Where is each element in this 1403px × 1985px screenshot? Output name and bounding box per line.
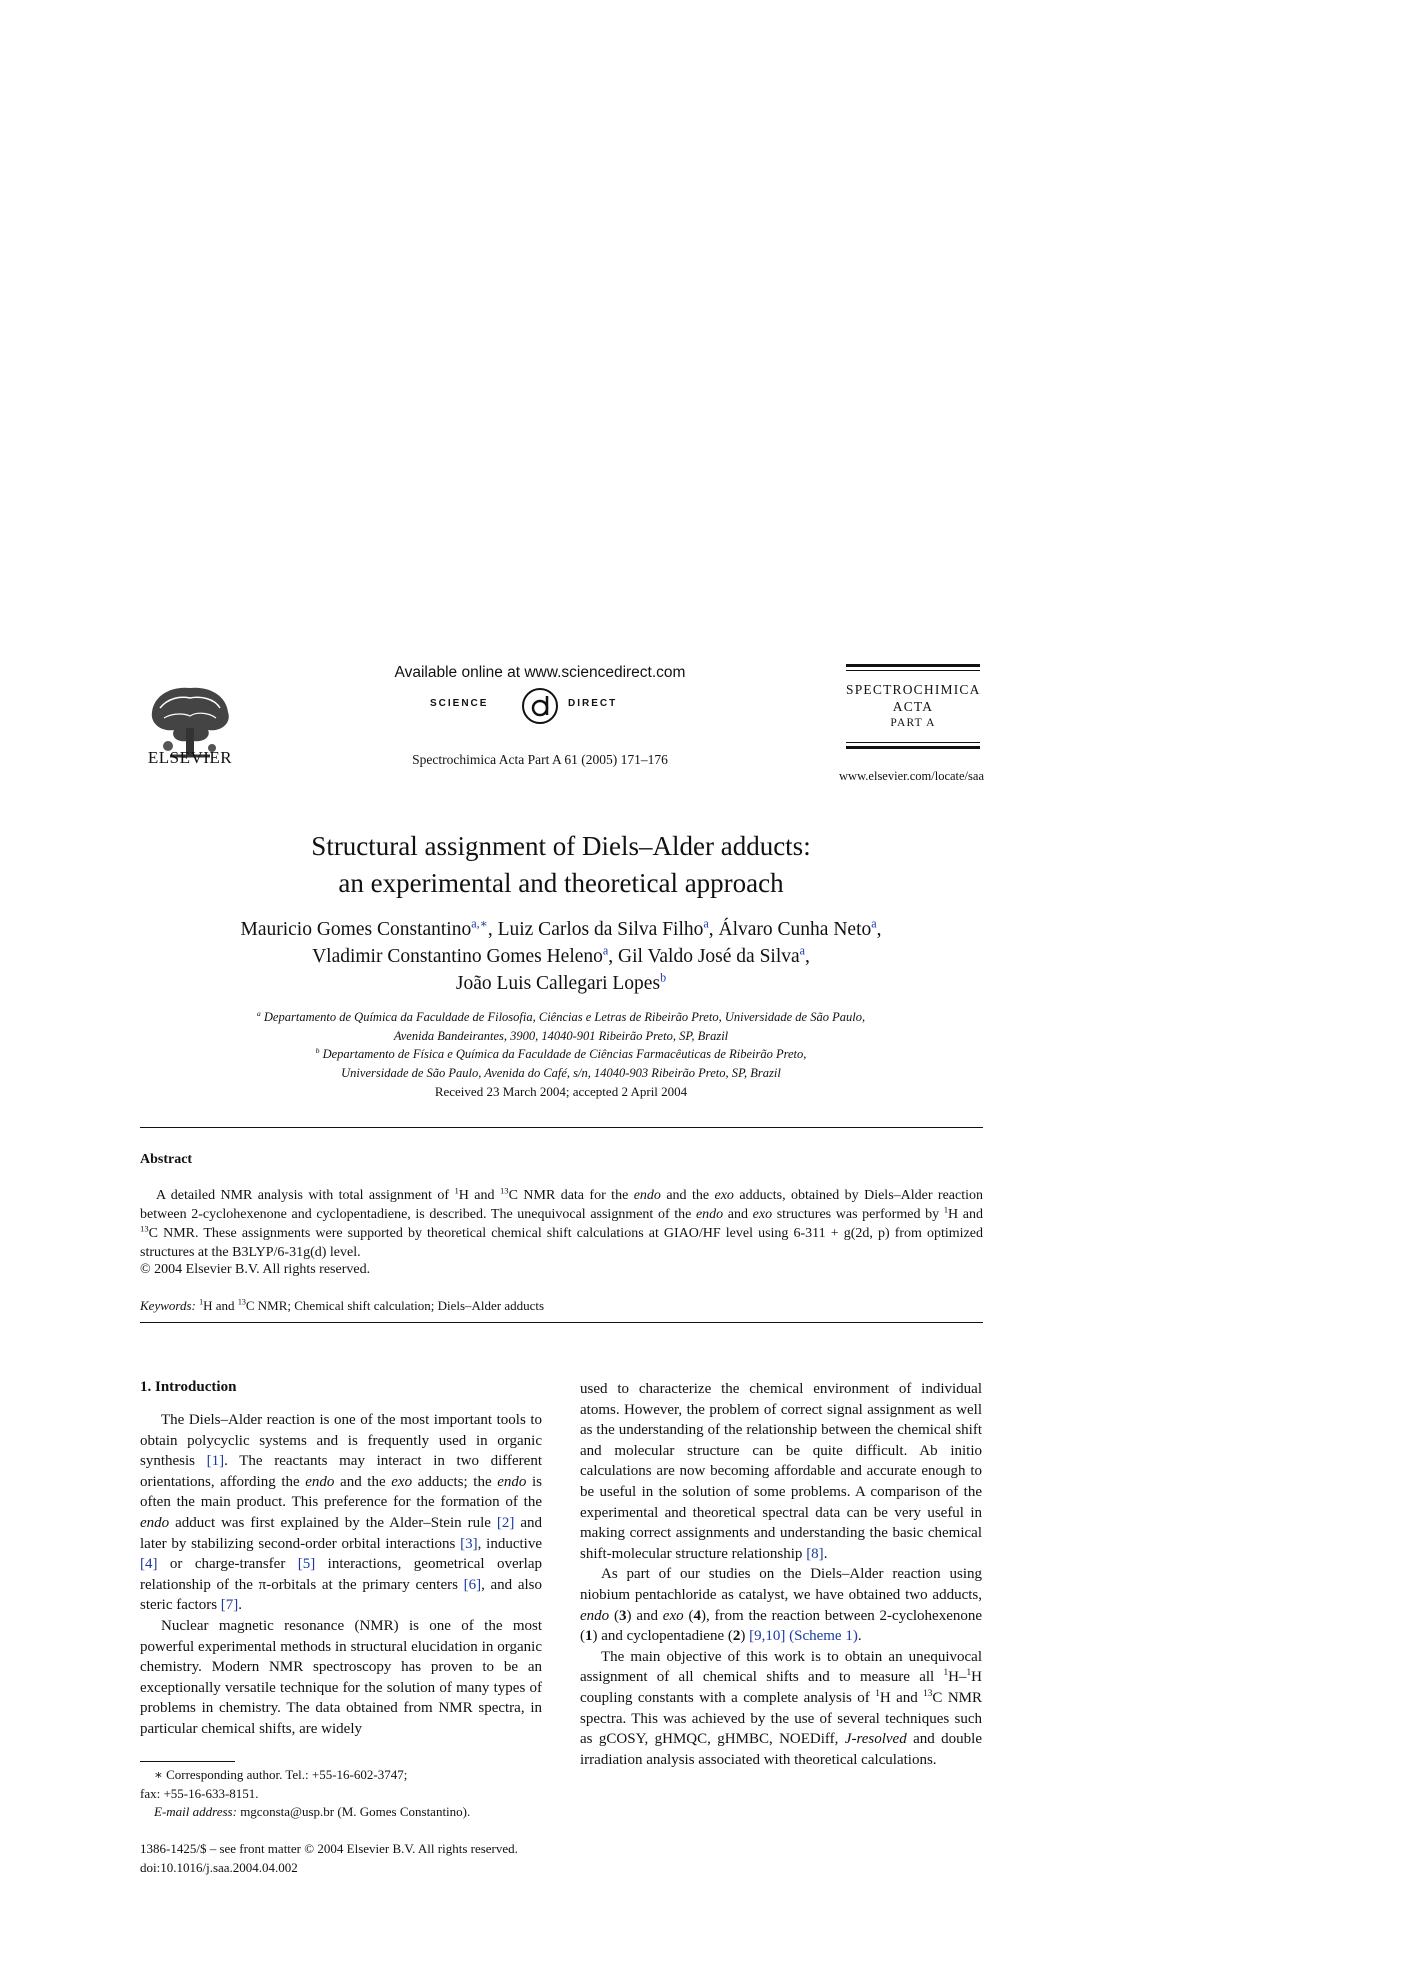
separator: , [708, 919, 719, 940]
corresponding-author-note: ∗ Corresponding author. Tel.: +55-16-602-3747; [154, 1767, 408, 1782]
separator: , [876, 919, 882, 940]
title-line: an experimental and theoretical approach [338, 868, 784, 898]
available-online-text: Available online at www.sciencedirect.com [394, 664, 686, 681]
author-name: Álvaro Cunha Neto [718, 919, 872, 940]
journal-name: SPECTROCHIMICA [846, 682, 981, 697]
journal-url[interactable]: www.elsevier.com/locate/saa [839, 769, 984, 783]
masthead-rule [846, 742, 980, 743]
author-affil-mark[interactable]: b [660, 970, 667, 985]
received-dates: Received 23 March 2004; accepted 2 April 2004 [434, 1084, 688, 1099]
author-affil-mark[interactable]: a [703, 916, 709, 931]
affil-mark: b [315, 1045, 320, 1055]
divider [140, 1322, 983, 1323]
journal-masthead [846, 664, 980, 752]
email-label: E-mail address: [154, 1804, 237, 1819]
footnote-divider [140, 1761, 235, 1762]
citation-link[interactable]: [9,10] [749, 1628, 786, 1645]
affil-mark: a [256, 1008, 261, 1018]
masthead-rule [846, 664, 980, 667]
author-name: João Luis Callegari Lopes [455, 973, 661, 994]
citation-link[interactable]: [4] [140, 1556, 158, 1573]
author-name: Gil Valdo José da Silva [618, 946, 800, 967]
sciencedirect-logo [410, 686, 670, 726]
masthead-rule [846, 746, 980, 749]
author-affil-mark[interactable]: a [799, 943, 806, 958]
separator: , [805, 946, 810, 967]
issn-text: 1386-1425/$ – see front matter © 2004 Elsevier B.V. All rights reserved. [140, 1841, 518, 1856]
body-column-left: The Diels–Alder reaction is one of the most important tools to obtain polycyclic systems and is frequently used in organic synthesis [1]. The reactants may interact in two different orientations, affording the endo and the exo adducts; the endo is often the main product. This preference for the formation of the endo adduct was first explained by the Alder–Stein rule [2] and later by stabilizing second-order orbital interactions [3], inductive [4] or charge-transfer [5] interactions, geometrical overlap relationship of the π-orbitals at the primary centers [6], and also steric factors [7]. Nuclear magnetic resonance (NMR) is one of the most powerful experimental methods in structural elucidation in organic chemistry. Modern NMR spectroscopy has proven to be an exceptionally versatile technique for the solution of many types of problems in chemistry. The data obtained from NMR spectra, in particular chemical shifts, are widely [140, 1412, 543, 1737]
publisher-name: ELSEVIER [147, 748, 233, 767]
author-affil-mark[interactable]: a,∗ [471, 916, 488, 931]
citation-link[interactable]: [3] [460, 1535, 478, 1552]
journal-part: PART A [890, 717, 936, 729]
abstract-copyright: © 2004 Elsevier B.V. All rights reserved. [140, 1262, 371, 1277]
author-name: Luiz Carlos da Silva Filho [497, 919, 704, 940]
journal-citation: Spectrochimica Acta Part A 61 (2005) 171–176 [412, 752, 668, 767]
citation-link[interactable]: [7] [220, 1597, 239, 1614]
fax-note: fax: +55-16-633-8151. [140, 1785, 259, 1801]
title-line: Structural assignment of Diels–Alder adducts: [311, 831, 811, 861]
journal-name-2: ACTA [892, 699, 934, 714]
abstract-text: A detailed NMR analysis with total assignment of $^1$H and $^{13}$C NMR data for the endo and the exo adducts, obtained by Diels–Alder reaction between 2-cyclohexenone and cyclopentadiene, is described. The unequivocal assignment of the endo and exo structures was performed by $^1$H and $^{13}$C NMR. These assignments were supported by theoretical chemical shift calculations at GIAO/HF level using 6-311 + g(2d, p) from optimized structures at the B3LYP/6-31g(d) level. [140, 1185, 984, 1260]
abstract-heading: Abstract [140, 1152, 193, 1167]
doi-text[interactable]: doi:10.1016/j.saa.2004.04.002 [140, 1859, 298, 1875]
email-value[interactable]: mgconsta@usp.br (M. Gomes Constantino). [236, 1804, 471, 1819]
separator: , [608, 946, 619, 967]
footnotes [140, 1766, 470, 1822]
affiliations [140, 1008, 982, 1082]
affiliation-a: Departamento de Química da Faculdade de Filosofia, Ciências e Letras de Ribeirão Preto, Universidade de São Paulo, [263, 1010, 866, 1024]
section-heading: 1. Introduction [140, 1379, 237, 1395]
citation-link[interactable]: [1] [206, 1453, 225, 1470]
keywords: Keywords: $^1$H and $^{13}$C NMR; Chemical shift calculation; Diels–Alder adducts [140, 1297, 545, 1313]
masthead-rule [846, 670, 980, 671]
author-affil-mark[interactable]: a [602, 943, 609, 958]
issn-line [140, 1840, 518, 1877]
at-sign-icon [520, 686, 560, 726]
citation-link[interactable]: [6] [463, 1576, 482, 1593]
author-list [140, 916, 982, 997]
affiliation-a-address: Avenida Bandeirantes, 3900, 14040-901 Ribeirão Preto, SP, Brazil [393, 1028, 729, 1043]
article-title [140, 828, 982, 902]
citation-link[interactable]: [5] [297, 1556, 316, 1573]
author-name: Vladimir Constantino Gomes Heleno [312, 946, 603, 967]
sd-left-text: SCIENCE [430, 698, 489, 709]
body-column-right: used to characterize the chemical environment of individual atoms. However, the problem of correct signal assignment as well as the understanding of the relationship between the chemical shift and molecular structure can be quite difficult. Ab initio calculations are now becoming affordable and accurate enough to be useful in the solution of some problems. A comparison of the experimental and theoretical spectral data can be very useful in making correct assignments and understanding the basic chemical shift-molecular structure relationship [8]. As part of our studies on the Diels–Alder reaction using niobium pentachloride as catalyst, we have obtained two adducts, endo (3) and exo (4), from the reaction between 2-cyclohexenone (1) and cyclopentadiene (2) [9,10] (Scheme 1). The main objective of this work is to obtain an unequivocal assignment of all chemical shifts and to measure all $^1$H–$^1$H coupling constants with a complete analysis of $^1$H and $^{13}$C NMR spectra. This was achieved by the use of several techniques such as gCOSY, gHMQC, gHMBC, NOEDiff, J-resolved and double irradiation analysis associated with theoretical calculations. [580, 1381, 983, 1768]
separator: , [487, 919, 498, 940]
author-name: Mauricio Gomes Constantino [240, 919, 472, 940]
affiliation-b: Departamento de Física e Química da Faculdade de Ciências Farmacêuticas de Ribeirão Preto, [322, 1047, 807, 1061]
affiliation-b-address: Universidade de São Paulo, Avenida do Café, s/n, 14040-903 Ribeirão Preto, SP, Brazil [341, 1065, 781, 1080]
citation-link[interactable]: [2] [496, 1514, 515, 1531]
scheme-link[interactable]: (Scheme 1) [789, 1628, 858, 1645]
citation-link[interactable]: [8] [806, 1545, 824, 1562]
author-affil-mark[interactable]: a [871, 916, 877, 931]
divider [140, 1127, 983, 1128]
keywords-label: Keywords: [140, 1298, 196, 1313]
sd-right-text: DIRECT [568, 698, 618, 709]
